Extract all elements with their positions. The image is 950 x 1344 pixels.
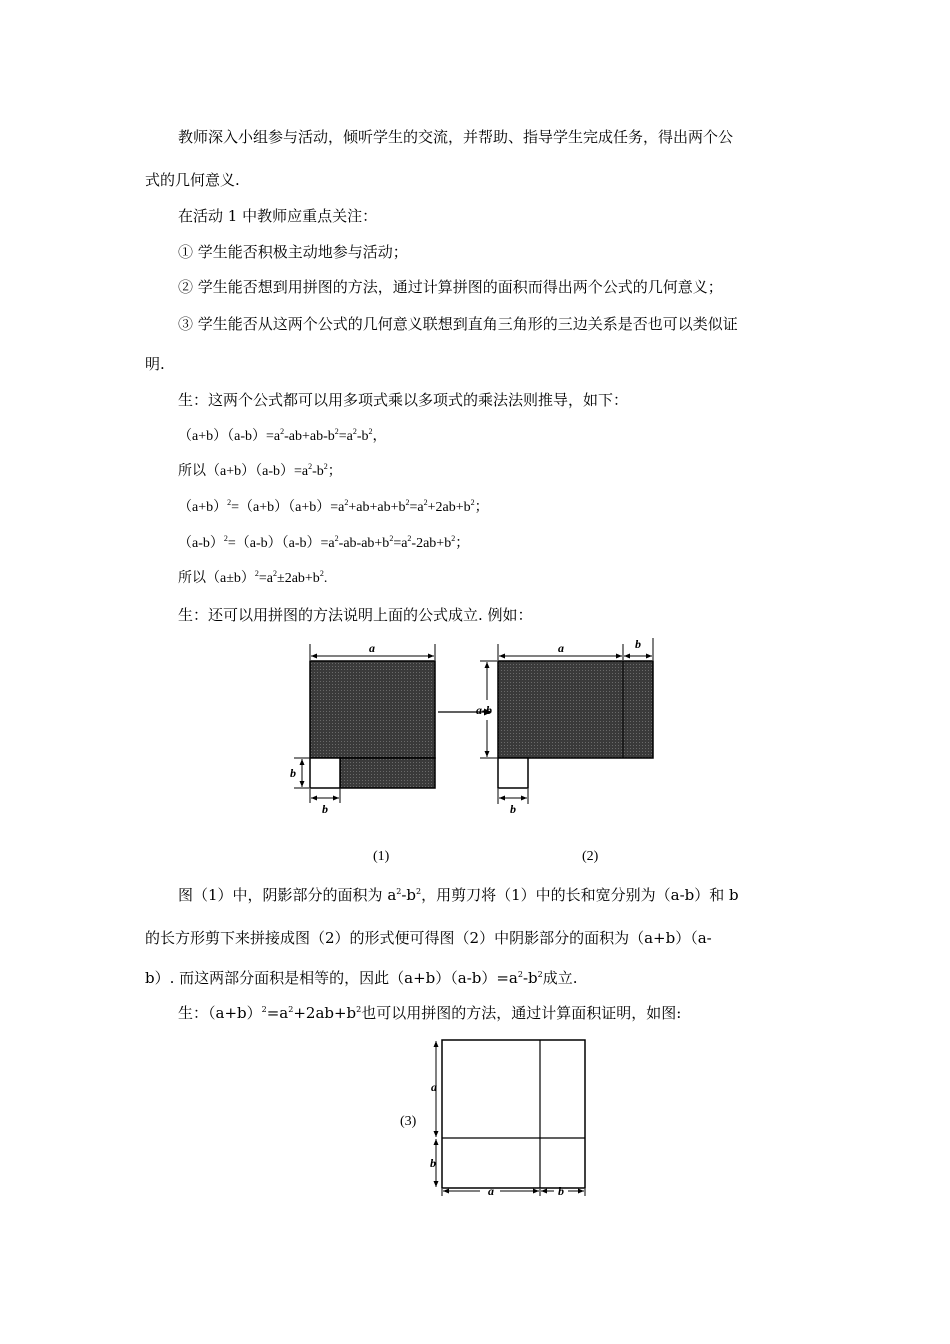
caption-figure-1: (1) [373,849,390,864]
fig3-b-arrow-up [434,1139,439,1145]
fig1-small-square [310,758,340,788]
fig3-label-b-vertical: b [430,1156,436,1170]
fig1-a-arrow-right [428,654,434,659]
fig2-b-bottom-arrow-left [499,796,505,801]
fig2-label-b-top: b [635,637,641,651]
fig2-shaded-rect [498,661,653,758]
fig1-a-arrow-left [311,654,317,659]
paragraph-3: ① 学生能否积极主动地参与活动； [178,243,408,261]
paragraph-15c: b）. 而这两部分面积是相等的，因此$(a+b)(a-b)=a^2-b^2$成立. [145,969,578,987]
fig1-label-a: a [369,641,375,655]
paragraph-16: 生：$(a+b)^2=a^2+2ab+b^2$也可以用拼图的方法，通过计算面积证明，如图: [178,1004,682,1022]
fig2-a-arrow-left [499,654,505,659]
fig2-b-arrow-left [624,654,630,659]
fig1-b-arrow-left [311,796,317,801]
fig2-amb-arrow-up [485,662,490,668]
fig3-label-b-horizontal: b [558,1184,564,1198]
fig1-label-b-horizontal: b [322,802,328,816]
fig3-b-arrow-down [434,1181,439,1187]
fig1-b-arrow-up [300,759,305,765]
fig1-label-b-vertical: b [290,766,296,780]
paragraph-14: 生：还可以用拼图的方法说明上面的公式成立. 例如： [178,606,533,624]
fig3-square [442,1040,585,1188]
fig2-small-square [498,758,528,788]
fig2-label-a: a [558,641,564,655]
paragraph-2: 在活动 1 中教师应重点关注： [178,207,378,225]
formula-4: $(a-b)^2=(a-b)(a-b)=a^2-ab-ab+b^2=a^2-2ab+b^2$； [178,534,470,551]
fig3-a-arrow-up [434,1041,439,1047]
fig1-b-arrow-right [333,796,339,801]
fig2-label-a-minus-b: a-b [476,703,492,717]
fig2-label-b-bottom: b [510,802,516,816]
paragraph-5b: 明. [145,355,165,373]
caption-figure-3: (3) [400,1114,417,1129]
fig3-b-arrow-left [541,1189,547,1194]
figure-1 [280,638,460,828]
fig3-b-arrow-right [578,1189,584,1194]
fig1-big-shaded-rect [310,661,435,758]
formula-3: $(a+b)^2=(a+b)(a+b)=a^2+ab+ab+b^2=a^2+2ab+b^2$； [178,498,489,515]
paragraph-1b: 式的几何意义. [145,171,240,189]
paragraph-5a: ③ 学生能否从这两个公式的几何意义联想到直角三角形的三边关系是否也可以类似证 [178,315,738,333]
fig3-a-arrow-left [443,1189,449,1194]
fig3-label-a-horizontal: a [488,1184,494,1198]
paragraph-4: ② 学生能否想到用拼图的方法，通过计算拼图的面积而得出两个公式的几何意义； [178,278,723,296]
paragraph-1a: 教师深入小组参与活动，倾听学生的交流，并帮助、指导学生完成任务，得出两个公 [178,128,734,146]
fig2-a-arrow-right [616,654,622,659]
fig2-b-bottom-arrow-right [521,796,527,801]
fig2-amb-arrow-down [485,751,490,757]
caption-figure-2: (2) [582,849,599,864]
figure-2 [470,636,670,828]
formula-1: $(a+b)(a-b)=a^2-ab+ab-b^2=a^2-b^2$， [178,427,387,444]
fig3-label-a-vertical: a [431,1080,437,1094]
figure-3 [420,1036,600,1206]
fig2-b-arrow-right [646,654,652,659]
formula-5: 所以$(a\pm b)^2=a^2\pm 2ab+b^2$. [178,569,328,586]
paragraph-6: 生：这两个公式都可以用多项式乘以多项式的乘法法则推导，如下： [178,391,629,409]
fig3-a-arrow-right [533,1189,539,1194]
fig3-a-arrow-down [434,1131,439,1137]
formula-2: 所以$(a+b)(a-b)=a^2-b^2$； [178,462,342,479]
fig1-b-arrow-down [300,781,305,787]
paragraph-15a: 图（1）中，阴影部分的面积为 $a^2-b^2$，用剪刀将（1）中的长和宽分别为（a-b）和 b [178,886,739,904]
fig1-bottom-shaded-rect [340,758,435,788]
paragraph-15b: 的长方形剪下来拼接成图（2）的形式便可得图（2）中阴影部分的面积为（a+b）（a- [145,929,712,947]
